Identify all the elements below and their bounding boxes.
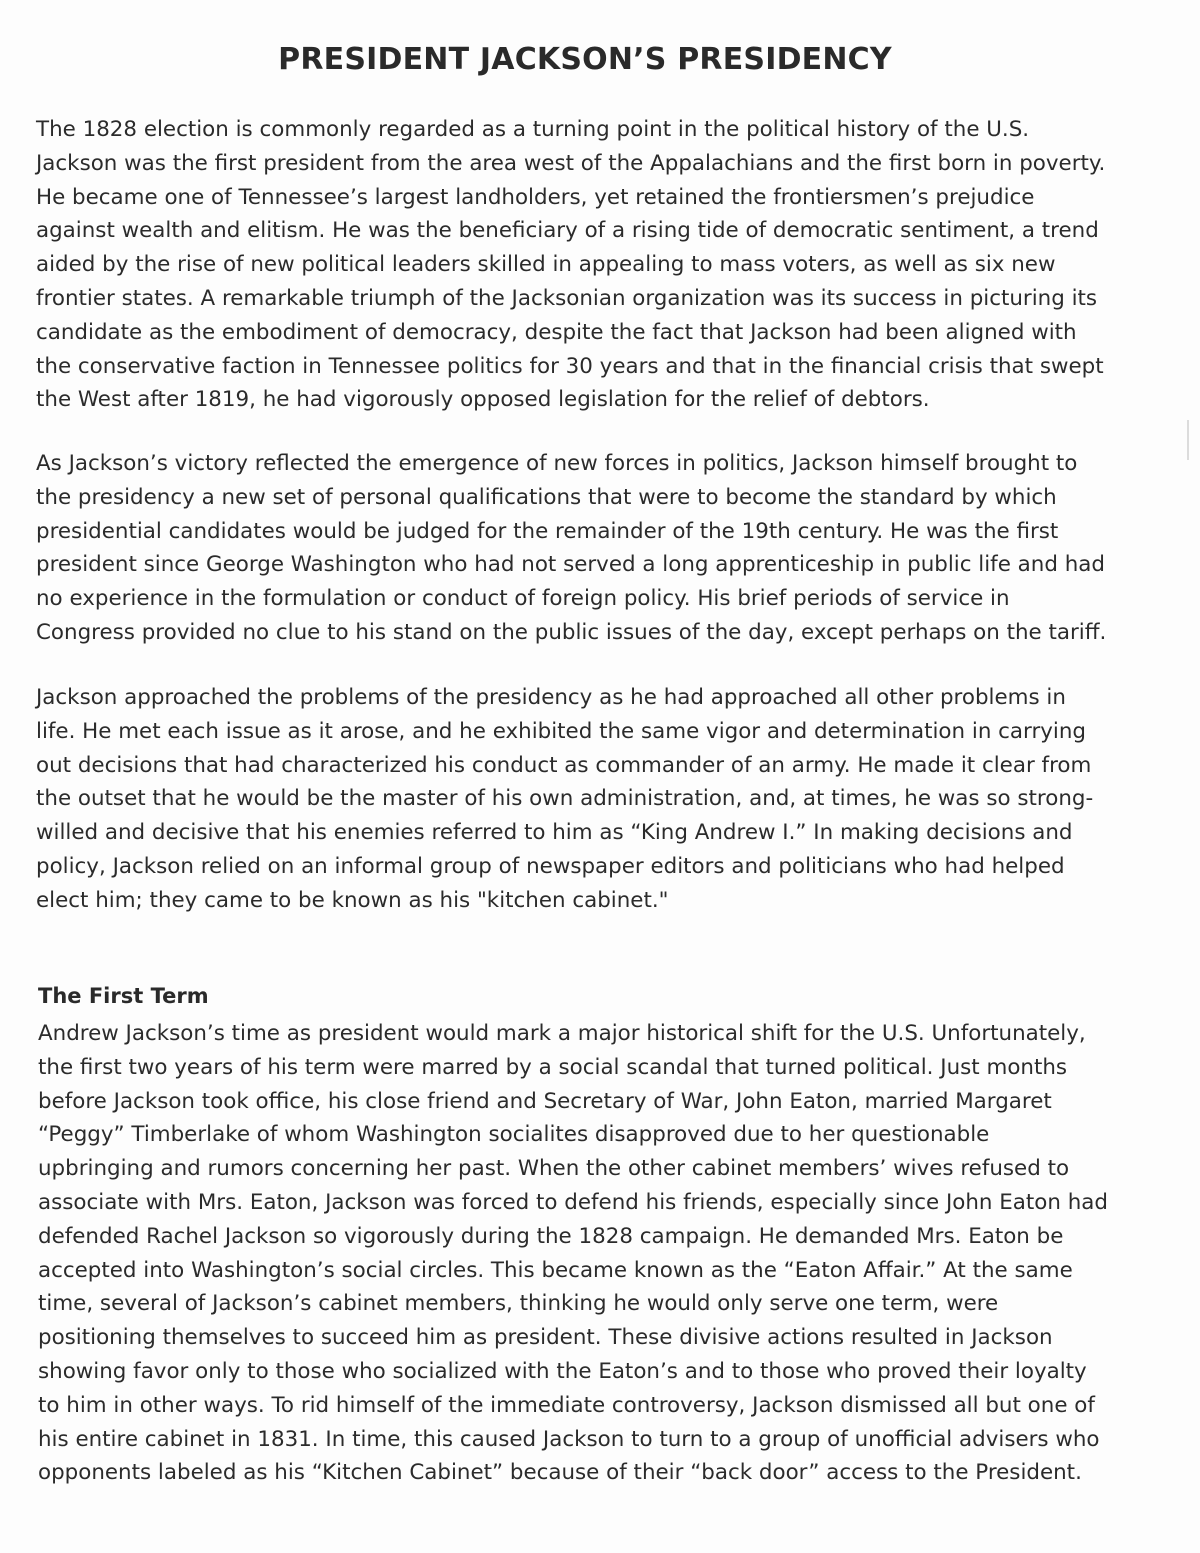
text-line: no experience in the formulation or conduct of foreign policy. His brief periods of service in [36, 586, 1010, 612]
text-line: willed and decisive that his enemies referred to him as “King Andrew I.” In making decisions and [36, 820, 1073, 846]
text-line: out decisions that had characterized his conduct as commander of an army. He made it clear from [36, 752, 1092, 778]
text-line: elect him; they came to be known as his "kitchen cabinet." [36, 887, 669, 913]
text-line: He became one of Tennessee’s largest landholders, yet retained the frontiersmen’s prejudice [36, 184, 1035, 210]
text-line: life. He met each issue as it arose, and he exhibited the same vigor and determination in carrying [36, 718, 1086, 744]
text-line: defended Rachel Jackson so vigorously during the 1828 campaign. He demanded Mrs. Eaton be [38, 1223, 1064, 1249]
text-line: Andrew Jackson’s time as president would mark a major historical shift for the U.S. Unfortunately, [38, 1021, 1086, 1046]
page-title: PRESIDENT JACKSON’S PRESIDENCY [278, 42, 892, 77]
text-line: the first two years of his term were marred by a social scandal that turned political. Just months [38, 1054, 1068, 1080]
text-line: policy, Jackson relied on an informal group of newspaper editors and politicians who had helped [36, 853, 1065, 879]
text-line: the West after 1819, he had vigorously opposed legislation for the relief of debtors. [36, 387, 930, 413]
paragraph-leadership-style [36, 681, 1156, 918]
text-line: against wealth and elitism. He was the beneficiary of a rising tide of democratic sentiment, a trend [36, 218, 1099, 244]
text-line: Congress provided no clue to his stand on the public issues of the day, except perhaps on the tariff. [36, 619, 1107, 645]
text-line: positioning themselves to succeed him as president. These divisive actions resulted in Jackson [38, 1325, 1053, 1351]
text-line: As Jackson’s victory reflected the emergence of new forces in politics, Jackson himself brought to [36, 451, 1078, 476]
text-line: The 1828 election is commonly regarded as a turning point in the political history of the U.S. [36, 117, 1030, 142]
text-line: frontier states. A remarkable triumph of the Jacksonian organization was its success in picturing its [36, 285, 1098, 311]
text-line: “Peggy” Timberlake of whom Washington socialites disapproved due to her questionable [38, 1122, 990, 1148]
text-line: president since George Washington who had not served a long apprenticeship in public life and had [36, 552, 1105, 578]
paragraph-election-1828 [36, 113, 1156, 417]
text-line: associate with Mrs. Eaton, Jackson was forced to defend his friends, especially since John Eaton had [38, 1189, 1108, 1215]
text-line: before Jackson took office, his close friend and Secretary of War, John Eaton, married Margaret [38, 1088, 1052, 1114]
text-line: upbringing and rumors concerning her past. When the other cabinet members’ wives refused to [38, 1156, 1070, 1182]
text-line: presidential candidates would be judged for the remainder of the 19th century. He was the first [36, 518, 1059, 544]
paragraph-personal-qualifications [36, 447, 1156, 650]
text-line: accepted into Washington’s social circles. This became known as the “Eaton Affair.” At the same [38, 1257, 1073, 1283]
text-line: opponents labeled as his “Kitchen Cabinet” because of their “back door” access to the President. [38, 1460, 1082, 1486]
text-line: the presidency a new set of personal qualifications that were to become the standard by which [36, 484, 1057, 510]
scan-edge-mark [1187, 420, 1189, 460]
text-line: to him in other ways. To rid himself of the immediate controversy, Jackson dismissed all but one of [38, 1392, 1095, 1418]
text-line: the outset that he would be the master of his own administration, and, at times, he was so strong- [36, 786, 1094, 812]
text-line: aided by the rise of new political leaders skilled in appealing to mass voters, as well as six new [36, 252, 1056, 278]
text-line: showing favor only to those who socialized with the Eaton’s and to those who proved their loyalty [38, 1358, 1087, 1384]
text-line: Jackson was the first president from the area west of the Appalachians and the first born in poverty. [36, 150, 1106, 176]
text-line: the conservative faction in Tennessee politics for 30 years and that in the financial crisis that swept [36, 353, 1104, 379]
text-line: time, several of Jackson’s cabinet members, thinking he would only serve one term, were [38, 1291, 999, 1317]
section-heading-first-term: The First Term [38, 984, 209, 1008]
text-line: candidate as the embodiment of democracy, despite the fact that Jackson had been aligned with [36, 319, 1077, 345]
paragraph-first-term [38, 1017, 1158, 1490]
text-line: his entire cabinet in 1831. In time, this caused Jackson to turn to a group of unofficial advisers who [38, 1426, 1100, 1452]
text-line: Jackson approached the problems of the presidency as he had approached all other problems in [36, 685, 1066, 710]
